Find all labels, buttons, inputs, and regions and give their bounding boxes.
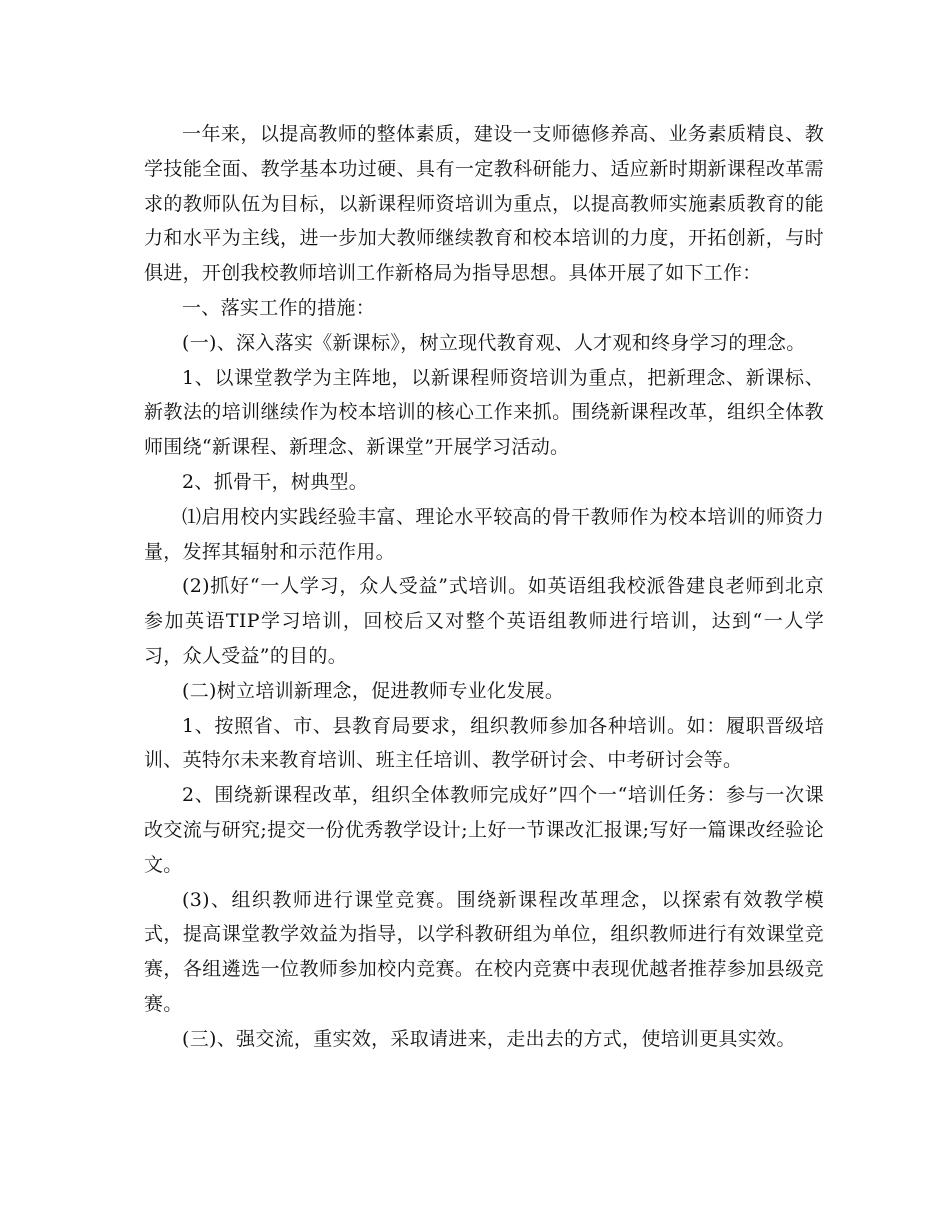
paragraph-backbone-teachers: ⑴启用校内实践经验丰富、理论水平较高的骨干教师作为校本培训的师资力量，发挥其辐射和示范作用。 bbox=[144, 505, 824, 563]
subheading-new-standards: (一)、深入落实《新课标》，树立现代教育观、人才观和终身学习的理念。 bbox=[182, 331, 806, 354]
paragraph-classroom-teaching: 1、以课堂教学为主阵地，以新课程师资培训为重点，把新理念、新课标、新教法的培训继续作为校本培训的核心工作来抓。围绕新课程改革，组织全体教师围绕“新课程、新理念、新课堂”开展学习活动。 bbox=[144, 366, 824, 459]
paragraph-intro: 一年来，以提高教师的整体素质，建设一支师德修养高、业务素质精良、教学技能全面、教学基本功过硬、具有一定教科研能力、适应新时期新课程改革需求的教师队伍为目标，以新课程师资培训为重点，以提高教师实施素质教育的能力和水平为主线，进一步加大教师继续教育和校本培训的力度，开拓创新，与时俱进，开创我校教师培训工作新格局为指导思想。具体开展了如下工作： bbox=[144, 123, 824, 285]
paragraph-four-ones: 2、围绕新课程改革，组织全体教师完成好”四个一“培训任务：参与一次课改交流与研究;提交一份优秀教学设计;上好一节课改汇报课;写好一篇课改经验论文。 bbox=[144, 784, 824, 876]
paragraph-backbone: 2、抓骨干，树典型。 bbox=[182, 470, 369, 493]
subheading-exchange: (三)、强交流，重实效，采取请进来，走出去的方式，使培训更具实效。 bbox=[182, 1027, 796, 1050]
paragraph-classroom-competition: (3)、组织教师进行课堂竞赛。围绕新课程改革理念，以探索有效教学模式，提高课堂教学效益为指导，以学科教研组为单位，组织教师进行有效课堂竞赛，各组遴选一位教师参加校内竞赛。在校内竞赛中表现优越者推荐参加县级竞赛。 bbox=[144, 888, 824, 1015]
paragraph-one-learns: (2)抓好“一人学习，众人受益”式培训。如英语组我校派昝建良老师到北京参加英语TIP学习培训，回校后又对整个英语组教师进行培训，达到“一人学习，众人受益”的目的。 bbox=[144, 575, 824, 667]
document-body bbox=[144, 117, 824, 1057]
paragraph-training-programs: 1、按照省、市、县教育局要求，组织教师参加各种培训。如：履职晋级培训、英特尔未来教育培训、班主任培训、教学研讨会、中考研讨会等。 bbox=[144, 714, 824, 772]
subheading-training-concept: (二)树立培训新理念，促进教师专业化发展。 bbox=[182, 679, 565, 702]
heading-measures: 一、落实工作的措施： bbox=[182, 296, 376, 319]
